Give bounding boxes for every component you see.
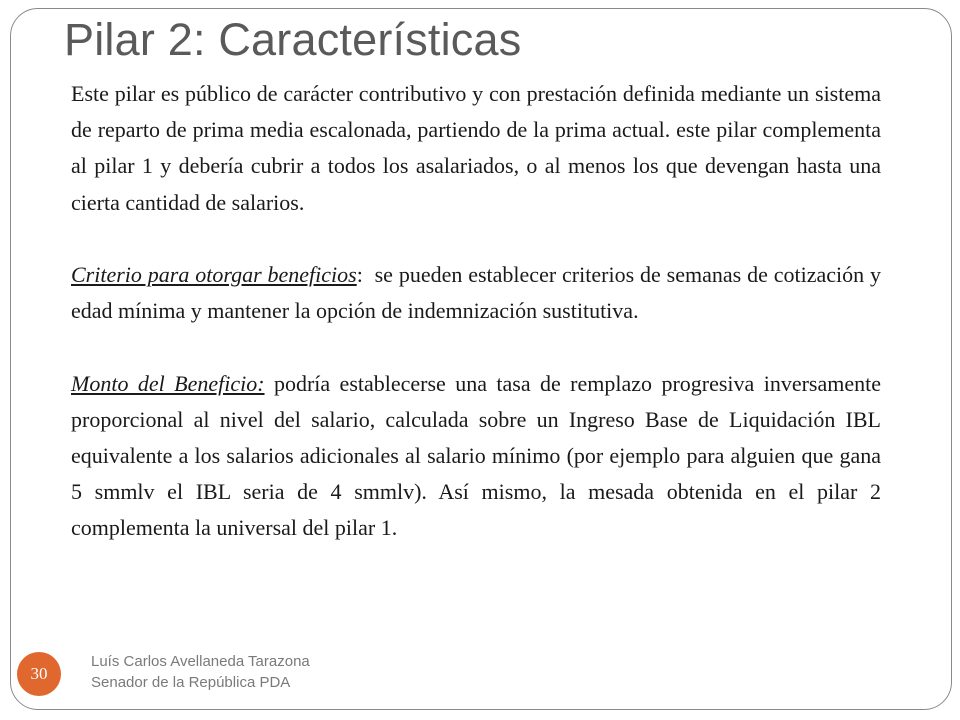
paragraph-spacer xyxy=(71,329,881,365)
monto-heading: Monto del Beneficio: xyxy=(71,370,265,396)
monto-text: podría establecerse una tasa de remplazo progresiva inversamente proporcional al nivel del salario, calculada sobre un Ingreso Base de Liquidación IBL equivalente a los salarios adicionales al salario mínimo (por ejemplo para alguien que gana 5 smmlv el IBL seria de 4 smmlv). Así mismo, la mesada obtenida en el pilar 2 complementa la universal del pilar 1. xyxy=(71,370,881,541)
intro-paragraph: Este pilar es público de carácter contributivo y con prestación definida mediante un sistema de reparto de prima media escalonada, partiendo de la prima actual. este pilar complementa al pilar 1 y debería cubrir a todos los asalariados, o al menos los que devengan hasta una cierta cantidad de salarios. xyxy=(71,81,881,215)
criterio-text: se pueden establecer criterios de semanas de cotización y edad mínima y mantener la opción de indemnización sustitutiva. xyxy=(71,262,887,324)
slide-title: Pilar 2: Características xyxy=(62,14,531,66)
slide-body xyxy=(71,76,887,547)
criterio-separator: : xyxy=(356,262,363,287)
criterio-heading: Criterio para otorgar beneficios xyxy=(71,262,357,287)
paragraph-spacer xyxy=(71,221,881,257)
footer-role: Senador de la República PDA xyxy=(91,674,291,691)
footer-credits xyxy=(91,651,310,693)
page-number-badge: 30 xyxy=(17,652,61,696)
footer-author: Luís Carlos Avellaneda Tarazona xyxy=(91,653,310,670)
criterio-paragraph xyxy=(71,257,887,329)
monto-paragraph xyxy=(71,366,881,547)
